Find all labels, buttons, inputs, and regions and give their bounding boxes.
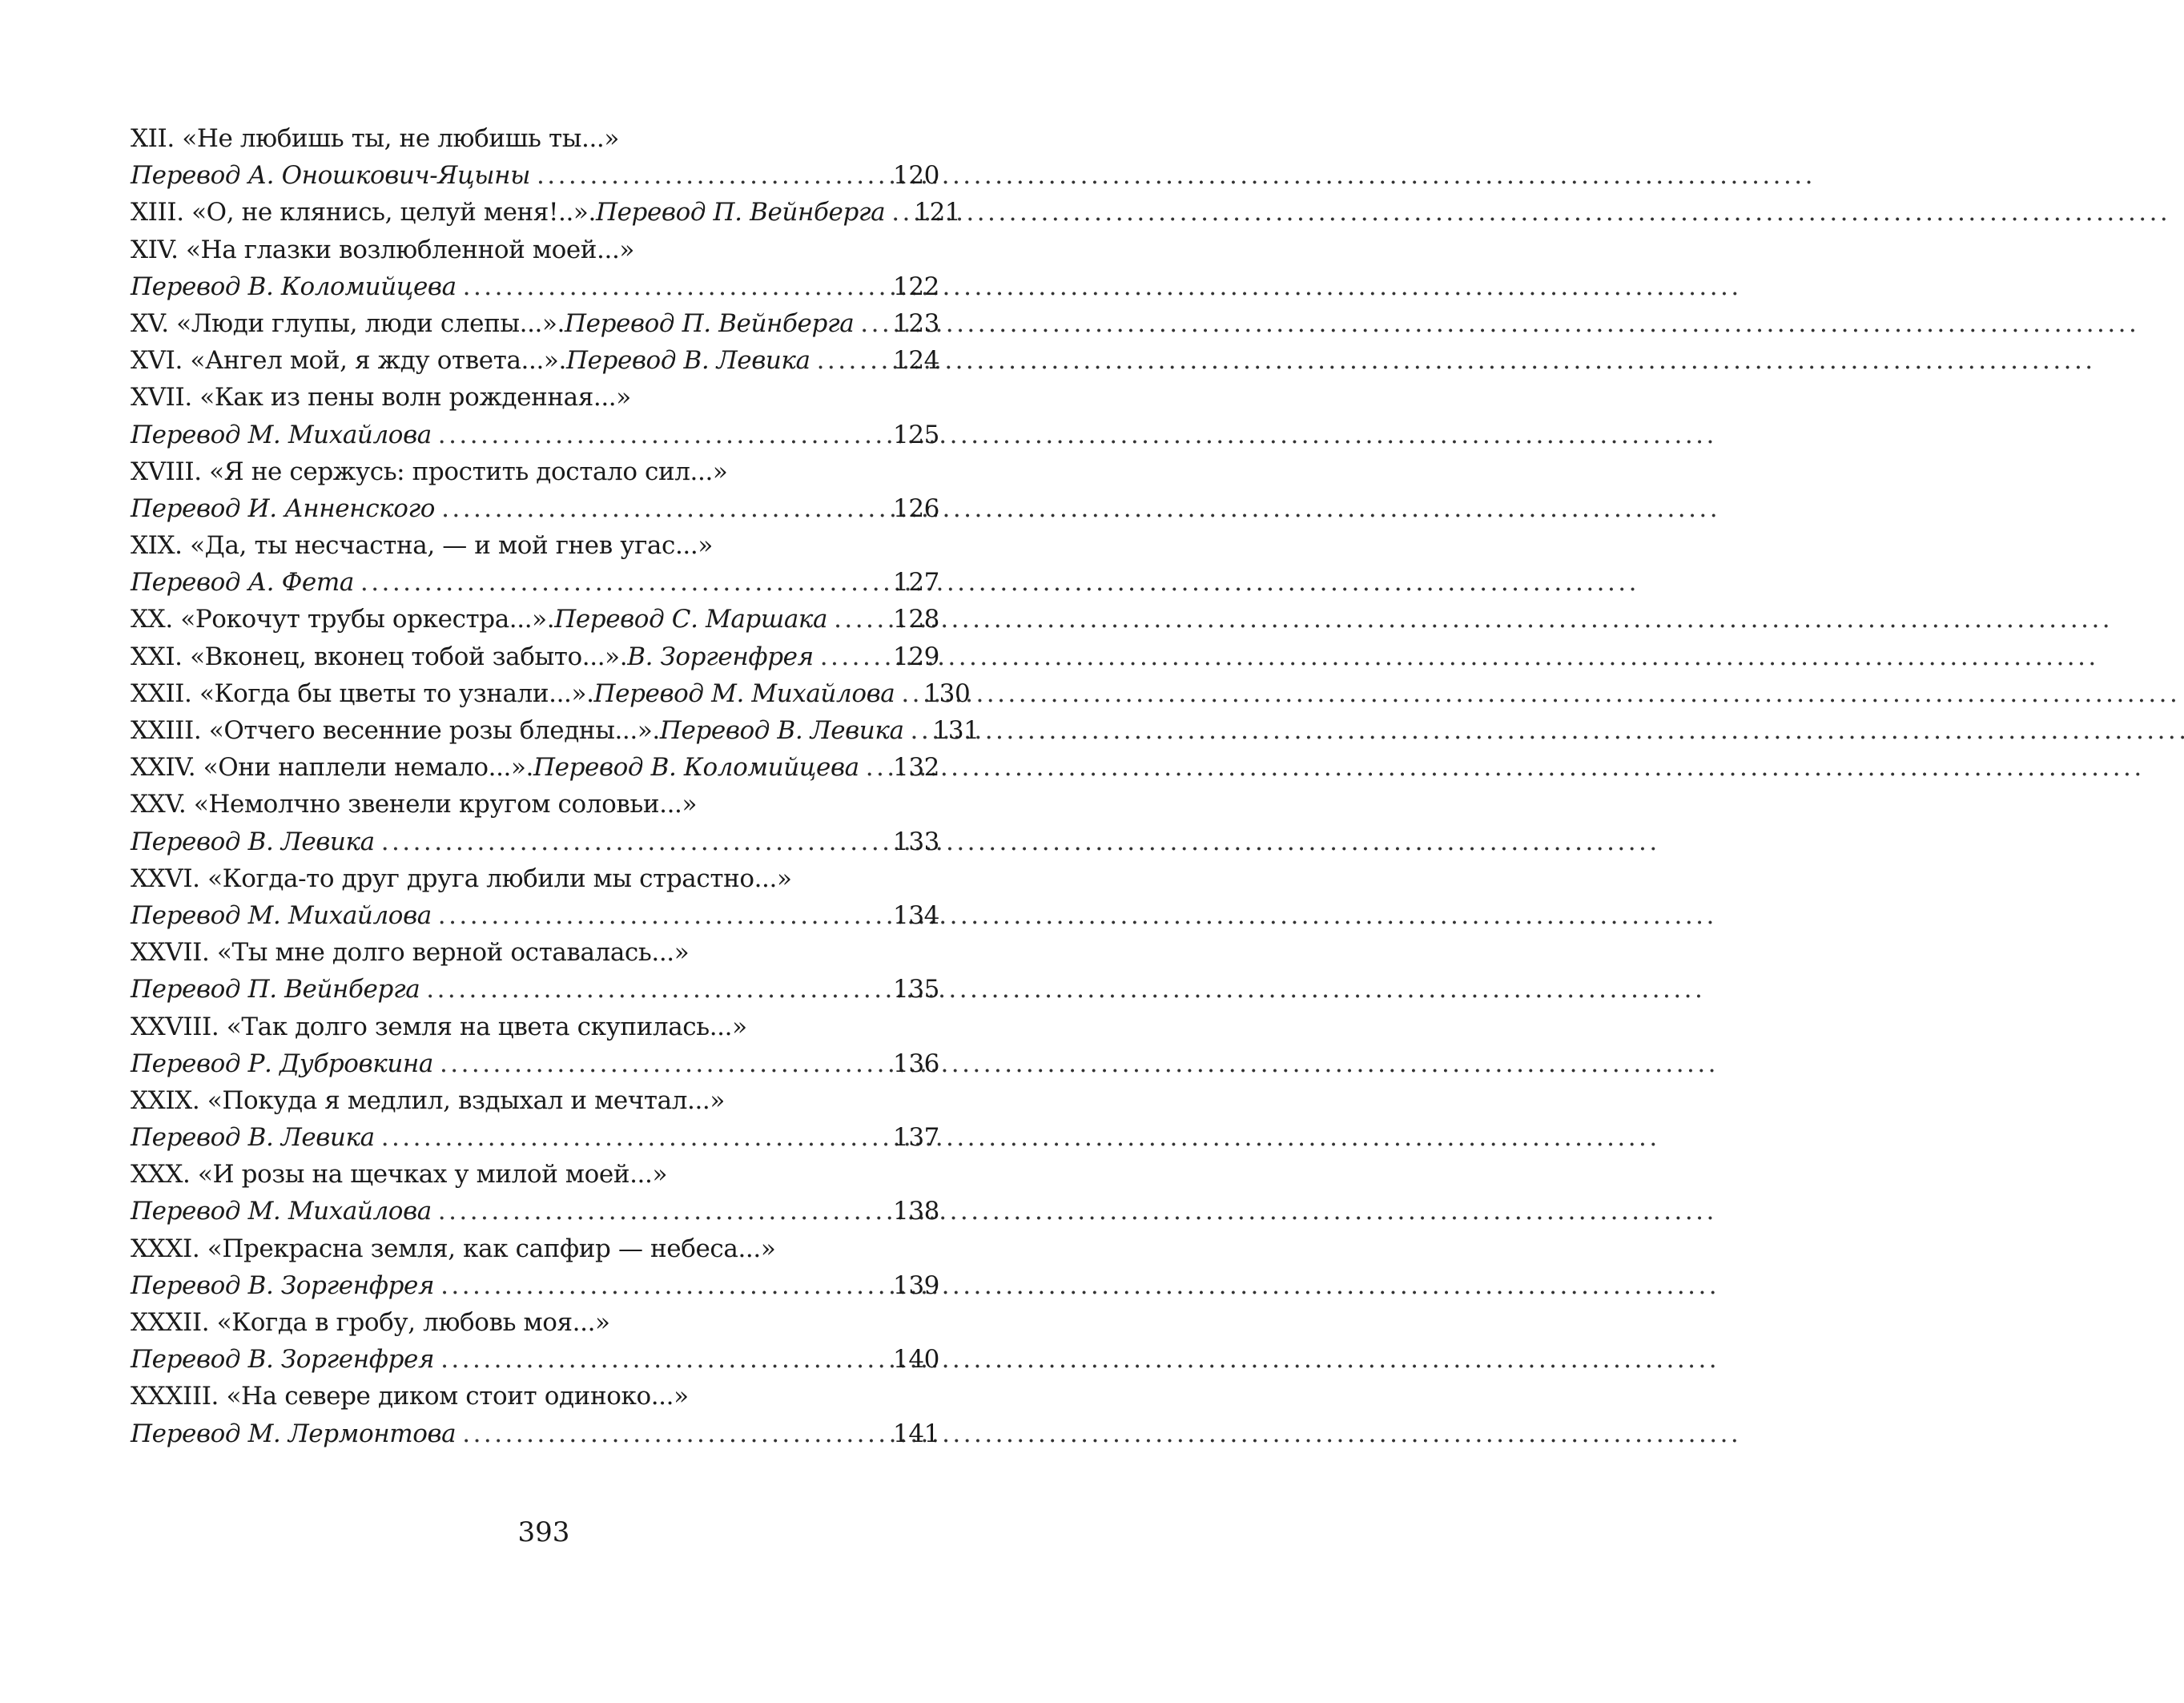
- toc-translator: Перевод В. Коломийцева: [533, 753, 859, 783]
- table-of-contents: [131, 120, 979, 1452]
- toc-title: XVII. «Как из пены волн рожденная...»: [131, 383, 631, 413]
- toc-entry-line: [131, 749, 939, 786]
- toc-entry-line: [131, 564, 939, 601]
- toc-translator: Перевод А. Оношкович-Яцыны: [131, 161, 530, 191]
- dot-leader: [860, 305, 887, 342]
- dot-leader: [440, 1341, 887, 1378]
- toc-translator: Перевод М. Михайлова: [131, 900, 432, 930]
- toc-entry-line: [131, 638, 939, 675]
- dot-leader: [462, 1415, 887, 1452]
- toc-title: XV. «Люди глупы, люди слепы...».: [131, 308, 565, 338]
- dot-leader: [891, 194, 907, 231]
- toc-title-line: [131, 120, 939, 157]
- toc-translator: Перевод М. Михайлова: [593, 678, 895, 708]
- toc-title: XIX. «Да, ты несчастна, — и мой гнев угас...»: [131, 531, 713, 561]
- toc-page-number: 141: [893, 1419, 939, 1448]
- dot-leader: [866, 749, 887, 786]
- toc-entry-line: [131, 490, 939, 527]
- toc-title: XX. «Рокочут трубы оркестра...».: [131, 605, 555, 634]
- toc-title: XXV. «Немолчно звенели кругом соловьи...»: [131, 790, 698, 819]
- toc-entry-line: [131, 268, 939, 305]
- toc-entry-line: [131, 823, 939, 860]
- toc-entry-line: [131, 675, 971, 712]
- dot-leader: [537, 157, 887, 194]
- toc-page-number: 124: [893, 346, 939, 376]
- toc-page-number: 122: [893, 272, 939, 301]
- toc-title-line: [131, 1009, 939, 1045]
- toc-translator: Перевод А. Фета: [131, 568, 354, 598]
- toc-title: XXIX. «Покуда я медлил, вздыхал и мечтал...»: [131, 1085, 725, 1115]
- toc-title-line: [131, 1304, 939, 1341]
- toc-translator: Перевод П. Вейнберга: [131, 975, 420, 1004]
- toc-translator: Перевод В. Левика: [131, 827, 375, 856]
- toc-translator: Перевод М. Михайлова: [131, 420, 432, 449]
- toc-title-line: [131, 1082, 939, 1119]
- dot-leader: [901, 675, 917, 712]
- dot-leader: [834, 601, 887, 638]
- toc-page-number: 136: [893, 1049, 939, 1078]
- toc-page-number: 137: [893, 1123, 939, 1153]
- toc-page-number: 134: [893, 900, 939, 930]
- toc-translator: Перевод С. Маршака: [554, 605, 828, 634]
- toc-title-line: [131, 934, 939, 971]
- dot-leader: [820, 638, 887, 675]
- toc-title: XXVIII. «Так долго земля на цвета скупилась...»: [131, 1012, 747, 1041]
- toc-translator: Перевод В. Левика: [131, 1123, 375, 1153]
- toc-translator: В. Зоргенфрея: [627, 642, 814, 671]
- toc-page-number: 127: [893, 568, 939, 598]
- toc-page-number: 130: [923, 678, 971, 708]
- toc-page-number: 138: [893, 1197, 939, 1226]
- dot-leader: [463, 268, 887, 305]
- toc-page-number: 123: [893, 308, 939, 338]
- toc-title-line: [131, 231, 939, 268]
- toc-title: XXXII. «Когда в гробу, любовь моя...»: [131, 1308, 610, 1337]
- toc-title: XXIII. «Отчего весенние розы бледны...».: [131, 716, 660, 745]
- toc-entry-line: [131, 712, 979, 749]
- dot-leader: [438, 1193, 887, 1230]
- toc-entry-line: [131, 1193, 939, 1230]
- dot-leader: [360, 564, 887, 601]
- toc-entry-line: [131, 1415, 939, 1452]
- toc-title: XXVII. «Ты мне долго верной оставалась...»: [131, 938, 690, 968]
- toc-page-number: 121: [914, 198, 961, 227]
- toc-page-number: 129: [893, 642, 939, 671]
- toc-title: XXII. «Когда бы цветы то узнали...».: [131, 678, 594, 708]
- toc-entry-line: [131, 342, 939, 379]
- toc-entry-line: [131, 417, 939, 453]
- toc-title: XII. «Не любишь ты, не любишь ты...»: [131, 124, 619, 153]
- dot-leader: [440, 1267, 887, 1304]
- toc-entry-line: [131, 1119, 939, 1156]
- toc-title-line: [131, 1378, 939, 1415]
- toc-translator: Перевод И. Анненского: [131, 493, 436, 523]
- toc-title: XVIII. «Я не сержусь: простить достало сил...»: [131, 457, 728, 486]
- toc-translator: Перевод М. Михайлова: [131, 1197, 432, 1226]
- toc-title: XIII. «О, не клянись, целуй меня!..».: [131, 198, 596, 227]
- toc-title-line: [131, 1230, 939, 1267]
- dot-leader: [438, 417, 887, 453]
- dot-leader: [438, 897, 887, 934]
- toc-title-line: [131, 1156, 939, 1193]
- page-number-folio: 393: [517, 1516, 570, 1548]
- toc-page-number: 139: [893, 1270, 939, 1300]
- toc-translator: Перевод В. Зоргенфрея: [131, 1270, 435, 1300]
- toc-title: XIV. «На глазки возлюбленной моей...»: [131, 235, 634, 264]
- toc-title-line: [131, 453, 939, 490]
- toc-entry-line: [131, 971, 939, 1008]
- toc-entry-line: [131, 157, 939, 194]
- toc-title: XXX. «И розы на щечках у милой моей...»: [131, 1160, 668, 1190]
- toc-entry-line: [131, 194, 961, 231]
- toc-translator: Перевод Р. Дубровкина: [131, 1049, 433, 1078]
- dot-leader: [911, 712, 927, 749]
- toc-title-line: [131, 379, 939, 416]
- toc-translator: Перевод П. Вейнберга: [595, 198, 886, 227]
- dot-leader: [381, 1119, 887, 1156]
- toc-translator: Перевод П. Вейнберга: [565, 308, 855, 338]
- toc-translator: Перевод М. Лермонтова: [131, 1419, 457, 1448]
- dot-leader: [381, 823, 887, 860]
- toc-entry-line: [131, 601, 939, 638]
- toc-translator: Перевод В. Зоргенфрея: [131, 1345, 435, 1375]
- toc-entry-line: [131, 1267, 939, 1304]
- toc-title: XXXI. «Прекрасна земля, как сапфир — небеса...»: [131, 1234, 776, 1263]
- dot-leader: [426, 971, 887, 1008]
- toc-title: XXIV. «Они наплели немало...».: [131, 753, 534, 783]
- toc-title: XXXIII. «На севере диком стоит одиноко...»: [131, 1382, 689, 1411]
- toc-entry-line: [131, 897, 939, 934]
- toc-title-line: [131, 860, 939, 897]
- toc-title: XXI. «Вконец, вконец тобой забыто...».: [131, 642, 628, 671]
- toc-title-line: [131, 527, 939, 564]
- toc-page-number: 131: [932, 716, 979, 745]
- dot-leader: [817, 342, 887, 379]
- toc-entry-line: [131, 1045, 939, 1082]
- toc-title: XXVI. «Когда-то друг друга любили мы страстно...»: [131, 864, 792, 893]
- toc-entry-line: [131, 1341, 939, 1378]
- toc-page-number: 125: [893, 420, 939, 449]
- toc-entry-line: [131, 305, 939, 342]
- toc-title-line: [131, 786, 939, 823]
- toc-translator: Перевод В. Левика: [659, 716, 904, 745]
- toc-page-number: 132: [893, 753, 939, 783]
- toc-page-number: 140: [893, 1345, 939, 1375]
- toc-page-number: 135: [893, 975, 939, 1004]
- toc-page-number: 120: [893, 161, 939, 191]
- toc-translator: Перевод В. Коломийцева: [131, 272, 457, 301]
- dot-leader: [441, 490, 887, 527]
- toc-page-number: 126: [893, 493, 939, 523]
- toc-page-number: 133: [893, 827, 939, 856]
- dot-leader: [440, 1045, 887, 1082]
- toc-title: XVI. «Ангел мой, я жду ответа...».: [131, 346, 566, 376]
- toc-translator: Перевод В. Левика: [565, 346, 810, 376]
- toc-page-number: 128: [893, 605, 939, 634]
